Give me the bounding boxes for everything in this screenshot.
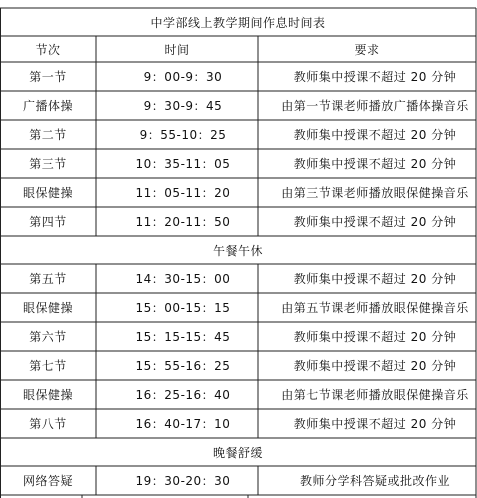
time-cell: 9：00-9：30 — [143, 70, 223, 84]
requirement-cell: 教师集中授课不超过 20 分钟 — [293, 157, 457, 171]
lunch-break-row: 午餐午休 — [212, 243, 263, 258]
requirement-cell: 由第三节课老师播放眼保健操音乐 — [281, 186, 469, 200]
requirement-cell: 教师集中授课不超过 20 分钟 — [293, 359, 457, 373]
requirement-cell: 教师集中授课不超过 20 分钟 — [293, 417, 457, 431]
time-cell: 11：20-11：50 — [135, 215, 231, 229]
requirement-cell: 教师集中授课不超过 20 分钟 — [293, 330, 457, 344]
header-requirement: 要求 — [354, 42, 380, 57]
period-cell: 眼保健操 — [22, 388, 73, 402]
time-cell: 15：00-15：15 — [135, 301, 231, 315]
requirement-cell: 由第一节课老师播放广播体操音乐 — [281, 99, 469, 113]
time-cell: 16：25-16：40 — [135, 388, 231, 402]
time-cell: 19：30-20：30 — [135, 474, 231, 488]
period-cell: 网络答疑 — [22, 474, 73, 488]
time-cell: 15：15-15：45 — [135, 330, 231, 344]
time-cell: 14：30-15：00 — [135, 272, 231, 286]
time-cell: 9：30-9：45 — [143, 99, 223, 113]
requirement-cell: 教师集中授课不超过 20 分钟 — [293, 128, 457, 142]
requirement-cell: 教师集中授课不超过 20 分钟 — [293, 272, 457, 286]
period-cell: 第三节 — [29, 157, 67, 171]
period-cell: 第七节 — [29, 359, 67, 373]
time-cell: 15：55-16：25 — [135, 359, 231, 373]
requirement-cell: 由第五节课老师播放眼保健操音乐 — [281, 301, 469, 315]
requirement-cell: 教师分学科答疑或批改作业 — [299, 474, 450, 488]
requirement-cell: 由第七节课老师播放眼保健操音乐 — [281, 388, 469, 402]
period-cell: 广播体操 — [22, 99, 73, 113]
header-period: 节次 — [35, 42, 61, 57]
period-cell: 第二节 — [29, 128, 67, 142]
dinner-break-row: 晚餐舒缓 — [212, 445, 263, 460]
period-cell: 第四节 — [29, 215, 67, 229]
time-cell: 16：40-17：10 — [135, 417, 231, 431]
requirement-cell: 教师集中授课不超过 20 分钟 — [293, 70, 457, 84]
period-cell: 第一节 — [29, 70, 67, 84]
period-cell: 眼保健操 — [22, 301, 73, 315]
time-cell: 11：05-11：20 — [135, 186, 231, 200]
period-cell: 第五节 — [29, 272, 67, 286]
period-cell: 第六节 — [29, 330, 67, 344]
header-time: 时间 — [164, 42, 190, 57]
requirement-cell: 教师集中授课不超过 20 分钟 — [293, 215, 457, 229]
period-cell: 眼保健操 — [22, 186, 73, 200]
time-cell: 9：55-10：25 — [139, 128, 227, 142]
table-title: 中学部线上教学期间作息时间表 — [150, 15, 326, 30]
time-cell: 10：35-11：05 — [135, 157, 231, 171]
period-cell: 第八节 — [29, 417, 67, 431]
